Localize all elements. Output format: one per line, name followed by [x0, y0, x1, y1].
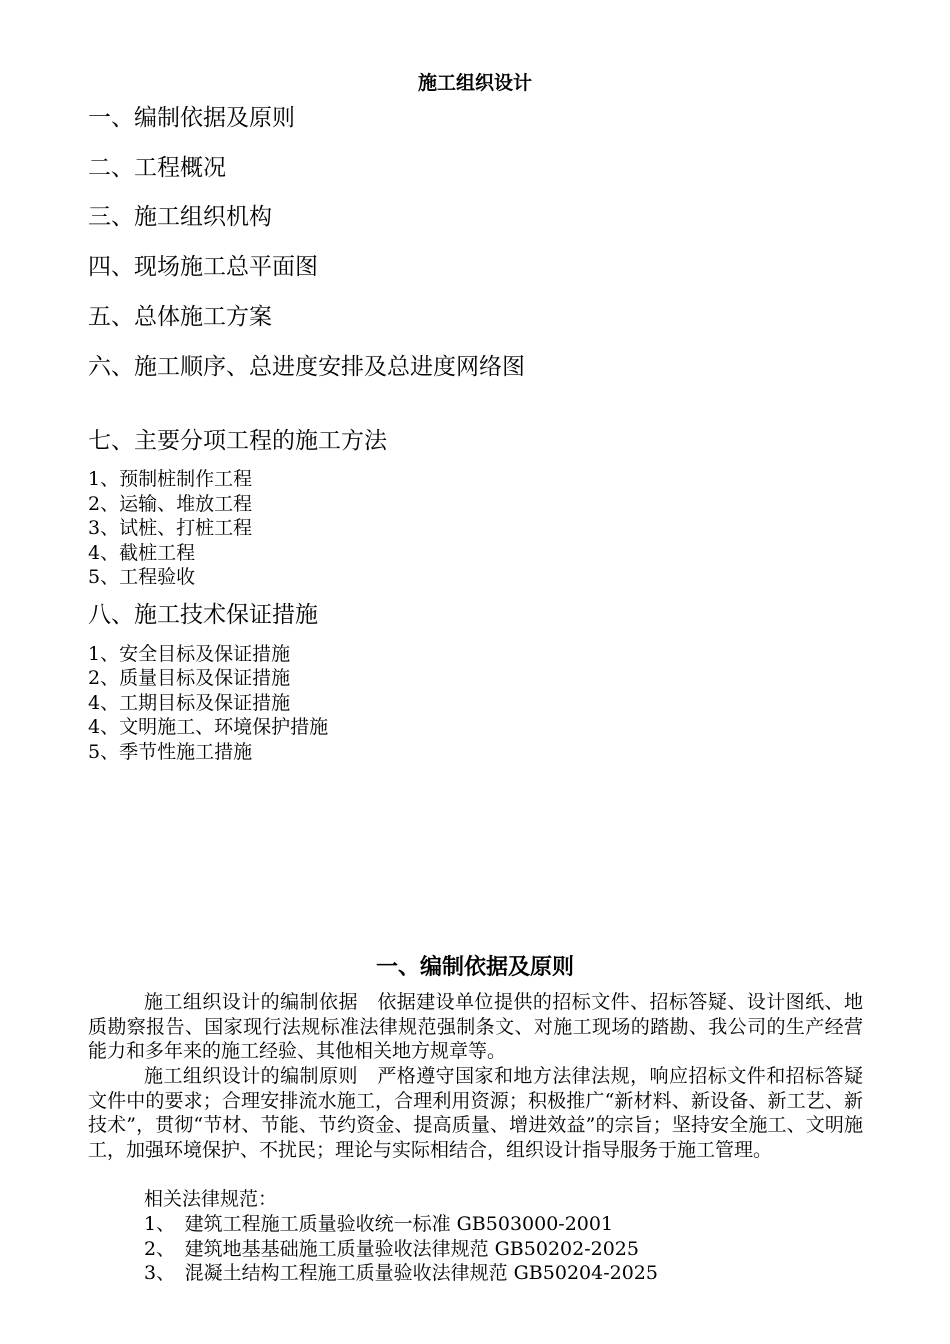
section-title: 一、编制依据及原则 — [375, 955, 574, 980]
toc-sub-item: 4、文明施工、环境保护措施 — [88, 716, 329, 738]
law-item: 1、 建筑工程施工质量验收统一标准 GB503000-2001 — [144, 1213, 614, 1235]
toc-sub-item: 5、季节性施工措施 — [88, 741, 253, 763]
toc-heading-7: 七、主要分项工程的施工方法 — [88, 428, 387, 454]
principle-paragraph: 施工组织设计的编制原则 严格遵守国家和地方法律法规，响应招标文件和招标答疑文件中的要求；合理安排流水施工，合理利用资源；积极推广“新材料、新设备、新工艺、新技术”，贯彻“节材、节能、节约资金、提高质量、增进效益”的宗旨；坚持安全施工、文明施工，加强环境保护、不扰民；理论与实际相结合，组织设计指导服务于施工管理。 — [88, 1065, 863, 1161]
basis-paragraph: 施工组织设计的编制依据 依据建设单位提供的招标文件、招标答疑、设计图纸、地质勘察报告、国家现行法规标准法律规范强制条文、对施工现场的踏勘、我公司的生产经营能力和多年来的施工经验、其他相关地方规章等。 — [88, 991, 863, 1062]
toc-sub-item: 4、截桩工程 — [88, 542, 196, 564]
toc-sub-item: 1、预制桩制作工程 — [88, 468, 253, 490]
toc-heading-4: 四、现场施工总平面图 — [88, 254, 318, 280]
toc-heading-2: 二、工程概况 — [88, 155, 226, 181]
toc-heading-3: 三、施工组织机构 — [88, 204, 272, 230]
toc-heading-5: 五、总体施工方案 — [88, 304, 272, 330]
law-item: 3、 混凝土结构工程施工质量验收法律规范 GB50204-2025 — [144, 1262, 658, 1284]
toc-sub-item: 4、工期目标及保证措施 — [88, 692, 291, 714]
toc-sub-item: 1、安全目标及保证措施 — [88, 643, 291, 665]
toc-sub-item: 2、质量目标及保证措施 — [88, 667, 291, 689]
toc-sub-item: 2、运输、堆放工程 — [88, 493, 253, 515]
laws-label: 相关法律规范： — [144, 1188, 278, 1210]
toc-sub-item: 3、试桩、打桩工程 — [88, 517, 253, 539]
toc-heading-1: 一、编制依据及原则 — [88, 105, 295, 131]
toc-heading-6: 六、施工顺序、总进度安排及总进度网络图 — [88, 354, 525, 380]
document-title: 施工组织设计 — [417, 72, 532, 94]
law-item: 2、 建筑地基基础施工质量验收法律规范 GB50202-2025 — [144, 1238, 639, 1260]
toc-sub-item: 5、工程验收 — [88, 566, 196, 588]
toc-heading-8: 八、施工技术保证措施 — [88, 602, 318, 628]
